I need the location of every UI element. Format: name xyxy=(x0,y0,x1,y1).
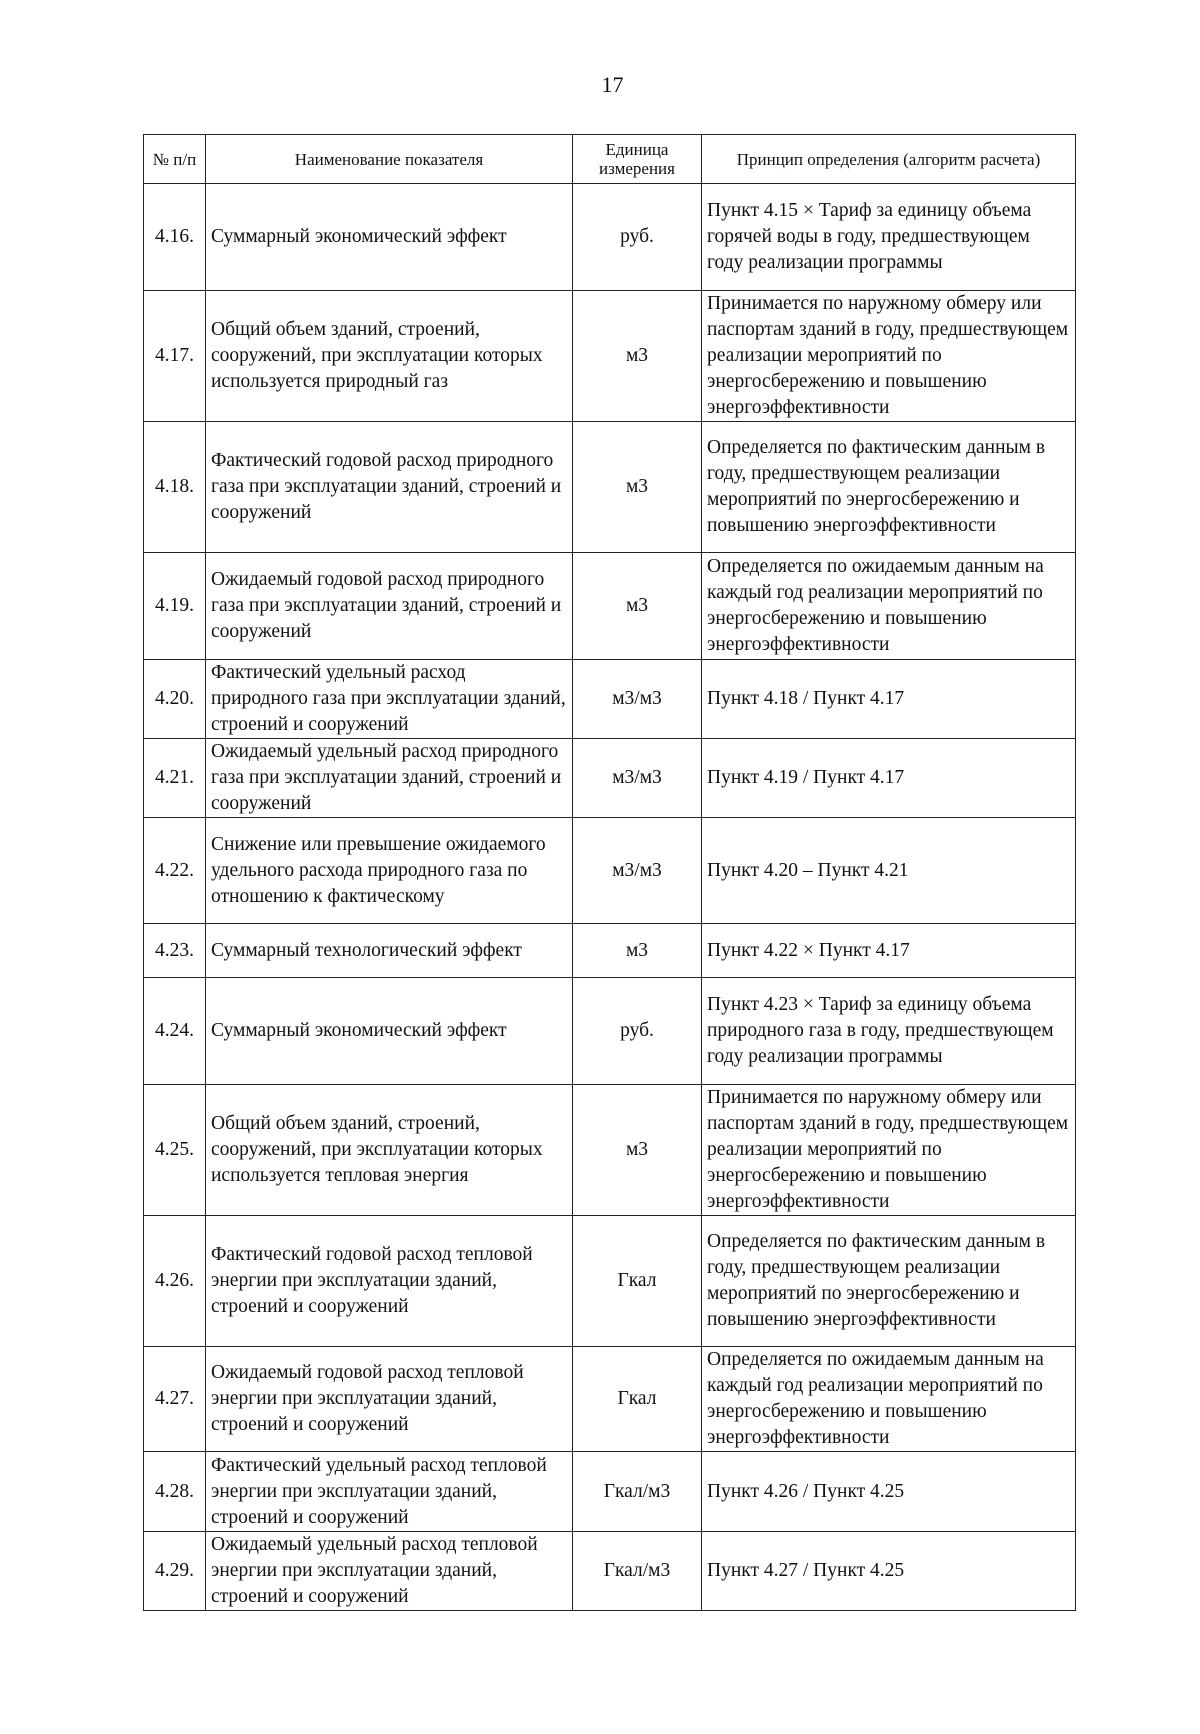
indicators-table xyxy=(143,134,1076,1611)
row-principle: Пункт 4.23 × Тариф за единицу объема природного газа в году, предшествующем году реализации программы xyxy=(702,978,1076,1085)
row-num: 4.29. xyxy=(144,1532,206,1611)
row-name: Суммарный экономический эффект xyxy=(206,184,573,291)
table-row xyxy=(144,1085,1076,1216)
row-name: Снижение или превышение ожидаемого удельного расхода природного газа по отношению к фактическому xyxy=(206,818,573,924)
row-unit: м3/м3 xyxy=(573,739,702,818)
table-row xyxy=(144,1347,1076,1452)
row-principle: Пункт 4.19 / Пункт 4.17 xyxy=(702,739,1076,818)
row-principle: Пункт 4.20 – Пункт 4.21 xyxy=(702,818,1076,924)
table-row xyxy=(144,1532,1076,1611)
row-unit: Гкал xyxy=(573,1216,702,1347)
row-num: 4.23. xyxy=(144,924,206,978)
header-name: Наименование показателя xyxy=(206,135,573,184)
row-num: 4.19. xyxy=(144,553,206,660)
row-name: Фактический удельный расход тепловой энергии при эксплуатации зданий, строений и сооружений xyxy=(206,1452,573,1532)
row-unit: м3 xyxy=(573,291,702,422)
row-principle: Определяется по фактическим данным в году, предшествующем реализации мероприятий по энергосбережению и повышению энергоэффективности xyxy=(702,422,1076,553)
row-unit: Гкал/м3 xyxy=(573,1532,702,1611)
row-principle: Принимается по наружному обмеру или паспортам зданий в году, предшествующем реализации мероприятий по энергосбережению и повышению энергоэффективности xyxy=(702,1085,1076,1216)
row-unit: м3 xyxy=(573,924,702,978)
table-row xyxy=(144,978,1076,1085)
table-row xyxy=(144,291,1076,422)
row-num: 4.22. xyxy=(144,818,206,924)
table-row xyxy=(144,1452,1076,1532)
row-num: 4.17. xyxy=(144,291,206,422)
header-unit: Единица измерения xyxy=(573,135,702,184)
row-name: Фактический годовой расход тепловой энергии при эксплуатации зданий, строений и сооружений xyxy=(206,1216,573,1347)
table-row xyxy=(144,924,1076,978)
header-principle: Принцип определения (алгоритм расчета) xyxy=(702,135,1076,184)
row-num: 4.27. xyxy=(144,1347,206,1452)
row-name: Общий объем зданий, строений, сооружений, при эксплуатации которых используется тепловая энергия xyxy=(206,1085,573,1216)
row-num: 4.18. xyxy=(144,422,206,553)
row-name: Ожидаемый годовой расход природного газа при эксплуатации зданий, строений и сооружений xyxy=(206,553,573,660)
row-principle: Пункт 4.15 × Тариф за единицу объема горячей воды в году, предшествующем году реализации программы xyxy=(702,184,1076,291)
row-principle: Определяется по ожидаемым данным на каждый год реализации мероприятий по энергосбережению и повышению энергоэффективности xyxy=(702,1347,1076,1452)
row-name: Ожидаемый удельный расход тепловой энергии при эксплуатации зданий, строений и сооружений xyxy=(206,1532,573,1611)
row-unit: руб. xyxy=(573,978,702,1085)
table-header-row xyxy=(144,135,1076,184)
page-number: 17 xyxy=(601,72,624,97)
row-principle: Пункт 4.26 / Пункт 4.25 xyxy=(702,1452,1076,1532)
row-unit: м3 xyxy=(573,553,702,660)
row-principle: Определяется по ожидаемым данным на каждый год реализации мероприятий по энергосбережению и повышению энергоэффективности xyxy=(702,553,1076,660)
row-name: Суммарный экономический эффект xyxy=(206,978,573,1085)
row-name: Фактический годовой расход природного газа при эксплуатации зданий, строений и сооружений xyxy=(206,422,573,553)
row-name: Ожидаемый годовой расход тепловой энергии при эксплуатации зданий, строений и сооружений xyxy=(206,1347,573,1452)
row-num: 4.20. xyxy=(144,660,206,739)
row-unit: Гкал xyxy=(573,1347,702,1452)
row-name: Ожидаемый удельный расход природного газа при эксплуатации зданий, строений и сооружений xyxy=(206,739,573,818)
table-row xyxy=(144,739,1076,818)
table-row xyxy=(144,660,1076,739)
row-unit: Гкал/м3 xyxy=(573,1452,702,1532)
table-row xyxy=(144,422,1076,553)
row-name: Фактический удельный расход природного газа при эксплуатации зданий, строений и сооружений xyxy=(206,660,573,739)
row-unit: руб. xyxy=(573,184,702,291)
table-row xyxy=(144,553,1076,660)
row-principle: Пункт 4.22 × Пункт 4.17 xyxy=(702,924,1076,978)
row-principle: Пункт 4.18 / Пункт 4.17 xyxy=(702,660,1076,739)
table-row xyxy=(144,184,1076,291)
row-unit: м3/м3 xyxy=(573,660,702,739)
table-row xyxy=(144,1216,1076,1347)
row-name: Суммарный технологический эффект xyxy=(206,924,573,978)
table-row xyxy=(144,818,1076,924)
row-principle: Пункт 4.27 / Пункт 4.25 xyxy=(702,1532,1076,1611)
row-principle: Принимается по наружному обмеру или паспортам зданий в году, предшествующем реализации мероприятий по энергосбережению и повышению энергоэффективности xyxy=(702,291,1076,422)
row-num: 4.28. xyxy=(144,1452,206,1532)
row-unit: м3/м3 xyxy=(573,818,702,924)
row-num: 4.25. xyxy=(144,1085,206,1216)
row-num: 4.16. xyxy=(144,184,206,291)
row-num: 4.26. xyxy=(144,1216,206,1347)
row-num: 4.21. xyxy=(144,739,206,818)
row-num: 4.24. xyxy=(144,978,206,1085)
header-num: № п/п xyxy=(144,135,206,184)
row-unit: м3 xyxy=(573,1085,702,1216)
row-unit: м3 xyxy=(573,422,702,553)
row-principle: Определяется по фактическим данным в году, предшествующем реализации мероприятий по энергосбережению и повышению энергоэффективности xyxy=(702,1216,1076,1347)
row-name: Общий объем зданий, строений, сооружений, при эксплуатации которых используется природный газ xyxy=(206,291,573,422)
